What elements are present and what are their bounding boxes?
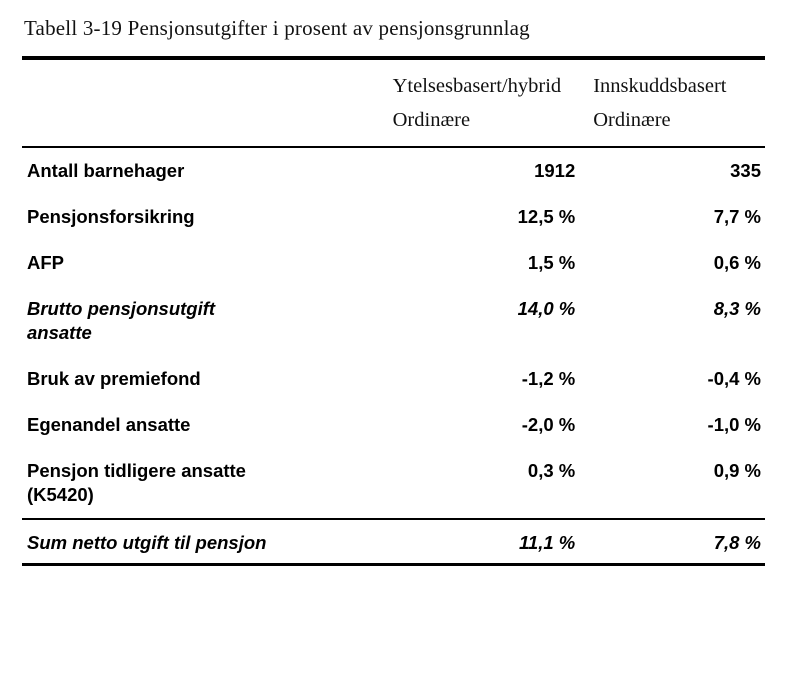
row-value-col1: 1,5 % — [527, 252, 576, 273]
table-row — [22, 240, 765, 286]
row-label-line2: ansatte — [27, 322, 92, 343]
row-value-col2: 8,3 % — [713, 298, 761, 319]
table-row-subtotal — [22, 286, 765, 356]
header-label-blank-2 — [22, 99, 379, 147]
total-value-col1: 11,1 % — [519, 532, 576, 553]
row-value-col1: 0,3 % — [527, 460, 576, 481]
header-col1-line2: Ordinære — [392, 109, 471, 131]
row-label: Pensjonsforsikring — [27, 206, 195, 227]
total-value-col2: 7,8 % — [713, 532, 761, 553]
row-value-col1: 14,0 % — [517, 298, 576, 319]
row-value-col2: 0,6 % — [713, 252, 761, 273]
row-label: Antall barnehager — [27, 160, 185, 181]
row-label: Egenandel ansatte — [27, 414, 191, 435]
total-label: Sum netto utgift til pensjon — [27, 532, 267, 553]
header-col1-line1: Ytelsesbasert/hybrid — [392, 75, 562, 97]
row-label — [22, 448, 379, 519]
table-caption: Tabell 3-19 Pensjonsutgifter i prosent av pensjonsgrunnlag — [24, 16, 530, 40]
header-col2-line1: Innskuddsbasert — [593, 75, 727, 97]
row-value-col1: 12,5 % — [517, 206, 576, 227]
row-label-line1: Brutto pensjonsutgift — [27, 298, 216, 319]
header-label-blank — [22, 60, 379, 99]
row-value-col2: 0,9 % — [713, 460, 761, 481]
table-header-row-1 — [22, 60, 765, 99]
row-label-line1: Pensjon tidligere ansatte — [27, 460, 246, 481]
row-value-col2: 7,7 % — [713, 206, 761, 227]
row-label — [22, 286, 379, 356]
table-row — [22, 356, 765, 402]
row-label: Bruk av premiefond — [27, 368, 201, 389]
header-col2-line2: Ordinære — [593, 109, 671, 131]
table-row — [22, 194, 765, 240]
rule-bottom — [22, 565, 765, 567]
table-row — [22, 402, 765, 448]
row-value-col2: -0,4 % — [707, 368, 761, 389]
table-row-total — [22, 520, 765, 565]
table-row — [22, 448, 765, 519]
row-value-col1: -1,2 % — [521, 368, 576, 389]
row-label: AFP — [27, 252, 64, 273]
row-label-line2: (K5420) — [27, 484, 94, 505]
row-value-col1: -2,0 % — [521, 414, 576, 435]
table-header-row-2 — [22, 99, 765, 147]
row-value-col2: -1,0 % — [707, 414, 761, 435]
row-value-col2: 335 — [730, 160, 761, 181]
table-row — [22, 148, 765, 194]
row-value-col1: 1912 — [534, 160, 576, 181]
pension-expenses-table — [22, 56, 765, 566]
